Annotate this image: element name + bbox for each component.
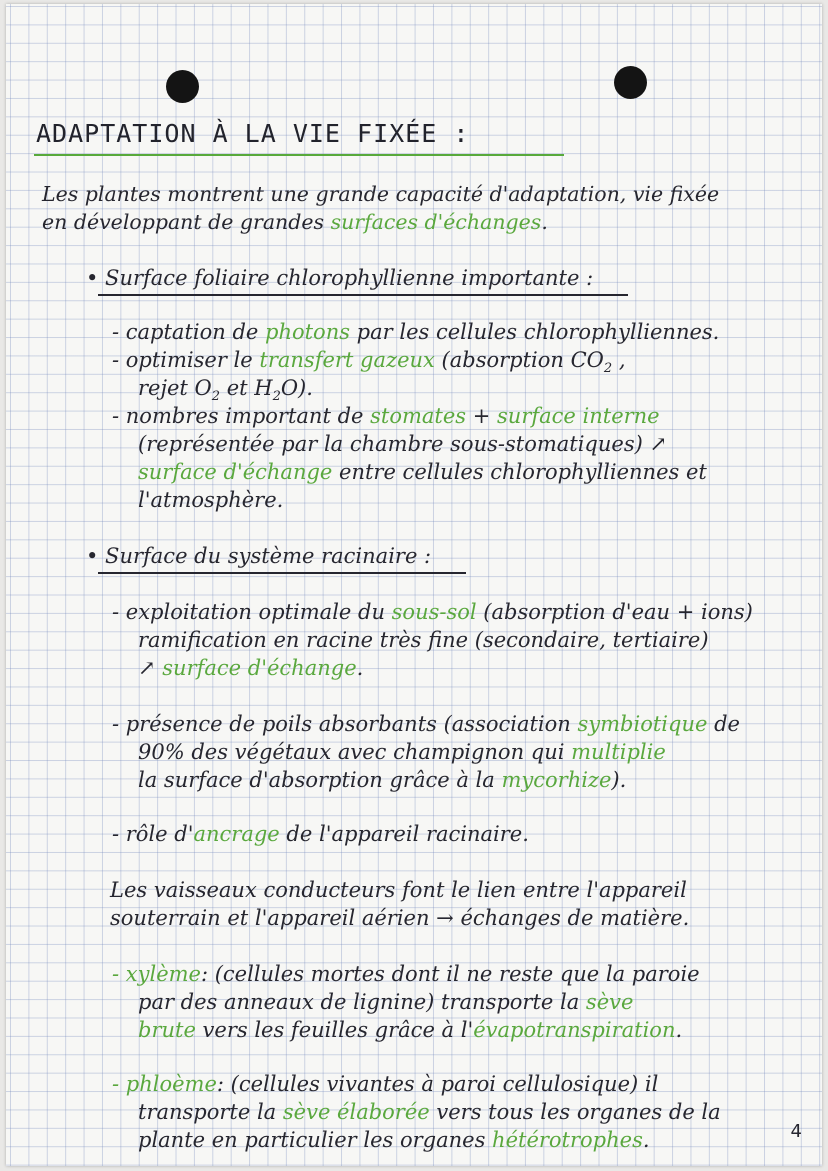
intro-line-1: Les plantes montrent une grande capacité d'adaptation, vie fixée bbox=[42, 182, 720, 206]
list-item-continuation: l'atmosphère. bbox=[138, 488, 284, 512]
list-item: - xylème: (cellules mortes dont il ne reste que la paroie bbox=[112, 962, 700, 986]
paragraph-line: souterrain et l'appareil aérien → échanges de matière. bbox=[110, 906, 690, 930]
section-heading-leaf-surface: • Surface foliaire chlorophyllienne importante : bbox=[86, 266, 594, 290]
list-item: - captation de photons par les cellules chlorophylliennes. bbox=[112, 320, 720, 344]
binder-hole-left bbox=[166, 70, 199, 103]
paragraph-line: Les vaisseaux conducteurs font le lien entre l'appareil bbox=[110, 878, 687, 902]
list-item-continuation: surface d'échange entre cellules chlorophylliennes et bbox=[138, 460, 707, 484]
list-item-continuation: la surface d'absorption grâce à la mycorhize). bbox=[138, 768, 627, 792]
section-heading-root-system: • Surface du système racinaire : bbox=[86, 544, 432, 568]
list-item: - nombres important de stomates + surface interne bbox=[112, 404, 660, 428]
list-item: - rôle d'ancrage de l'appareil racinaire. bbox=[112, 822, 529, 846]
binder-hole-right bbox=[614, 66, 647, 99]
notebook-page bbox=[6, 4, 822, 1166]
list-item: - exploitation optimale du sous-sol (absorption d'eau + ions) bbox=[112, 600, 753, 624]
list-item-continuation: brute vers les feuilles grâce à l'évapotranspiration. bbox=[138, 1018, 683, 1042]
section-heading-underline bbox=[98, 572, 466, 574]
list-item: - phloème: (cellules vivantes à paroi cellulosique) il bbox=[112, 1072, 659, 1096]
intro-line-2: en développant de grandes surfaces d'échanges. bbox=[42, 210, 548, 234]
page-title: ADAPTATION À LA VIE FIXÉE : bbox=[36, 119, 470, 148]
list-item-continuation: 90% des végétaux avec champignon qui multiplie bbox=[138, 740, 666, 764]
list-item-continuation: transporte la sève élaborée vers tous les organes de la bbox=[138, 1100, 721, 1124]
list-item-continuation: ↗ surface d'échange. bbox=[138, 656, 364, 680]
list-item: - optimiser le transfert gazeux (absorption $CO_2$ , bbox=[112, 348, 626, 377]
list-item-continuation: ramification en racine très fine (secondaire, tertiaire) bbox=[138, 628, 709, 652]
section-heading-underline bbox=[98, 294, 628, 296]
list-item-continuation: rejet $O_2$ et $H_2O$). bbox=[138, 376, 313, 405]
list-item: - présence de poils absorbants (association symbiotique de bbox=[112, 712, 740, 736]
list-item-continuation: plante en particulier les organes hétérotrophes. bbox=[138, 1128, 650, 1152]
list-item-continuation: (représentée par la chambre sous-stomatiques) ↗ bbox=[138, 432, 668, 456]
page-number: 4 bbox=[790, 1121, 802, 1142]
list-item-continuation: par des anneaux de lignine) transporte la sève bbox=[138, 990, 634, 1014]
title-underline bbox=[34, 154, 564, 156]
